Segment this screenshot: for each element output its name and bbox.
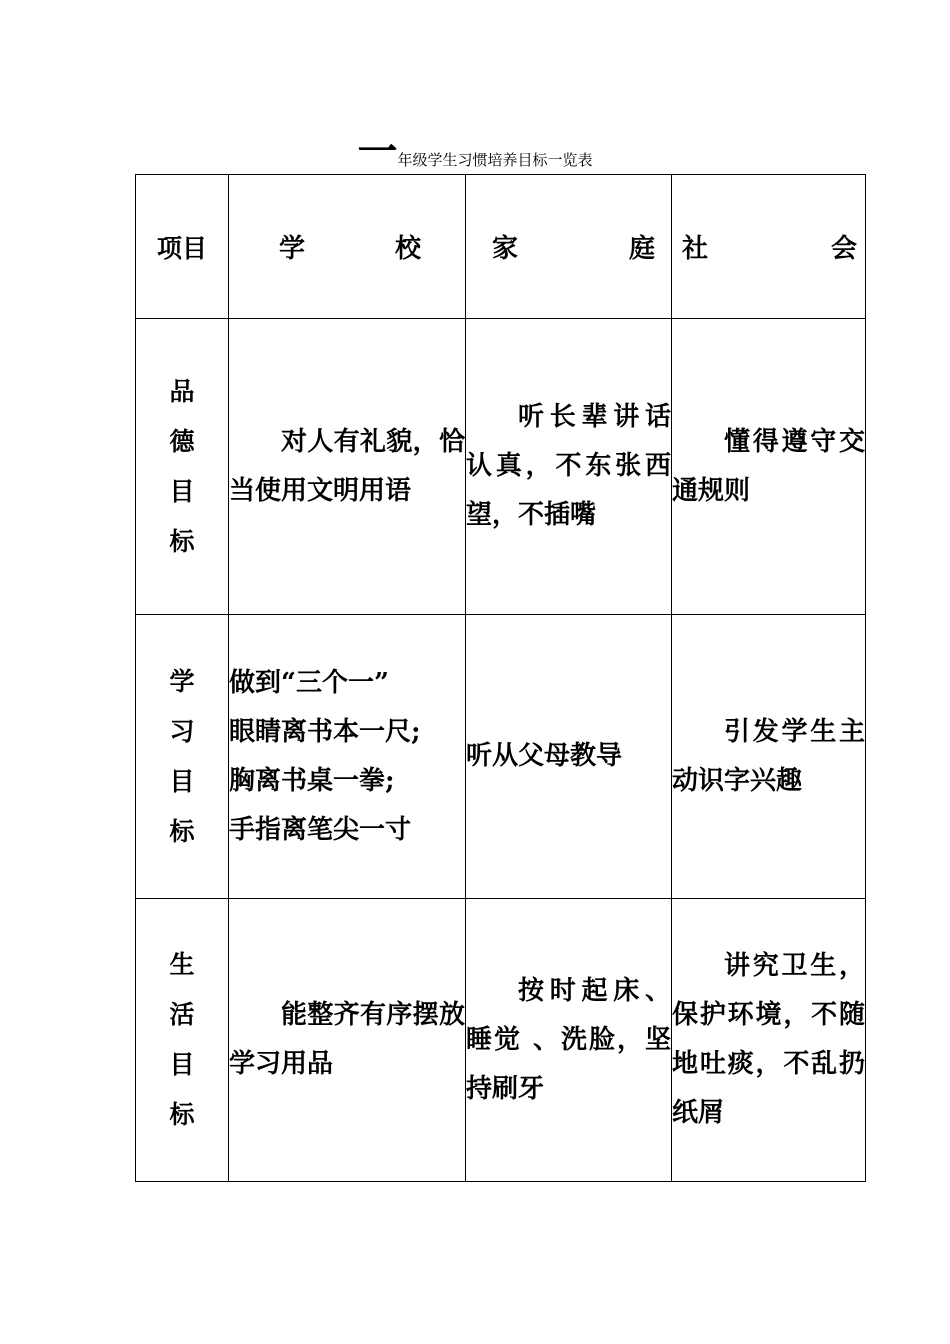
table-header-row	[136, 175, 866, 319]
header-item: 项目	[136, 175, 229, 319]
cell-study-school: 做到“三个一” 眼睛离书本一尺; 胸离书桌一拳; 手指离笔尖一寸	[229, 615, 466, 899]
header-society: 社 会	[672, 175, 866, 319]
table-row-life	[136, 899, 866, 1182]
table-row-study	[136, 615, 866, 899]
row-label-study: 学 习 目 标	[136, 615, 229, 899]
document-title	[0, 128, 950, 175]
header-school: 学 校	[229, 175, 466, 319]
cell-study-home: 听从父母教导	[466, 615, 672, 899]
cell-moral-home: 听长辈讲话认真，不东张西望，不插嘴	[466, 319, 672, 615]
row-label-life: 生 活 目 标	[136, 899, 229, 1182]
cell-life-home: 按时起床、睡觉 、洗脸，坚持刷牙	[466, 899, 672, 1182]
cell-study-society: 引发学生主动识字兴趣	[672, 615, 866, 899]
habits-table	[135, 174, 866, 1182]
cell-moral-school: 对人有礼貌，恰当使用文明用语	[229, 319, 466, 615]
header-home: 家 庭	[466, 175, 672, 319]
table-row-moral	[136, 319, 866, 615]
cell-life-society: 讲究卫生，保护环境，不随地吐痰，不乱扔纸屑	[672, 899, 866, 1182]
title-grade-number: 一	[357, 128, 398, 175]
row-label-moral: 品 德 目 标	[136, 319, 229, 615]
title-text: 年级学生习惯培养目标一览表	[397, 151, 593, 169]
cell-life-school: 能整齐有序摆放学习用品	[229, 899, 466, 1182]
cell-moral-society: 懂得遵守交通规则	[672, 319, 866, 615]
